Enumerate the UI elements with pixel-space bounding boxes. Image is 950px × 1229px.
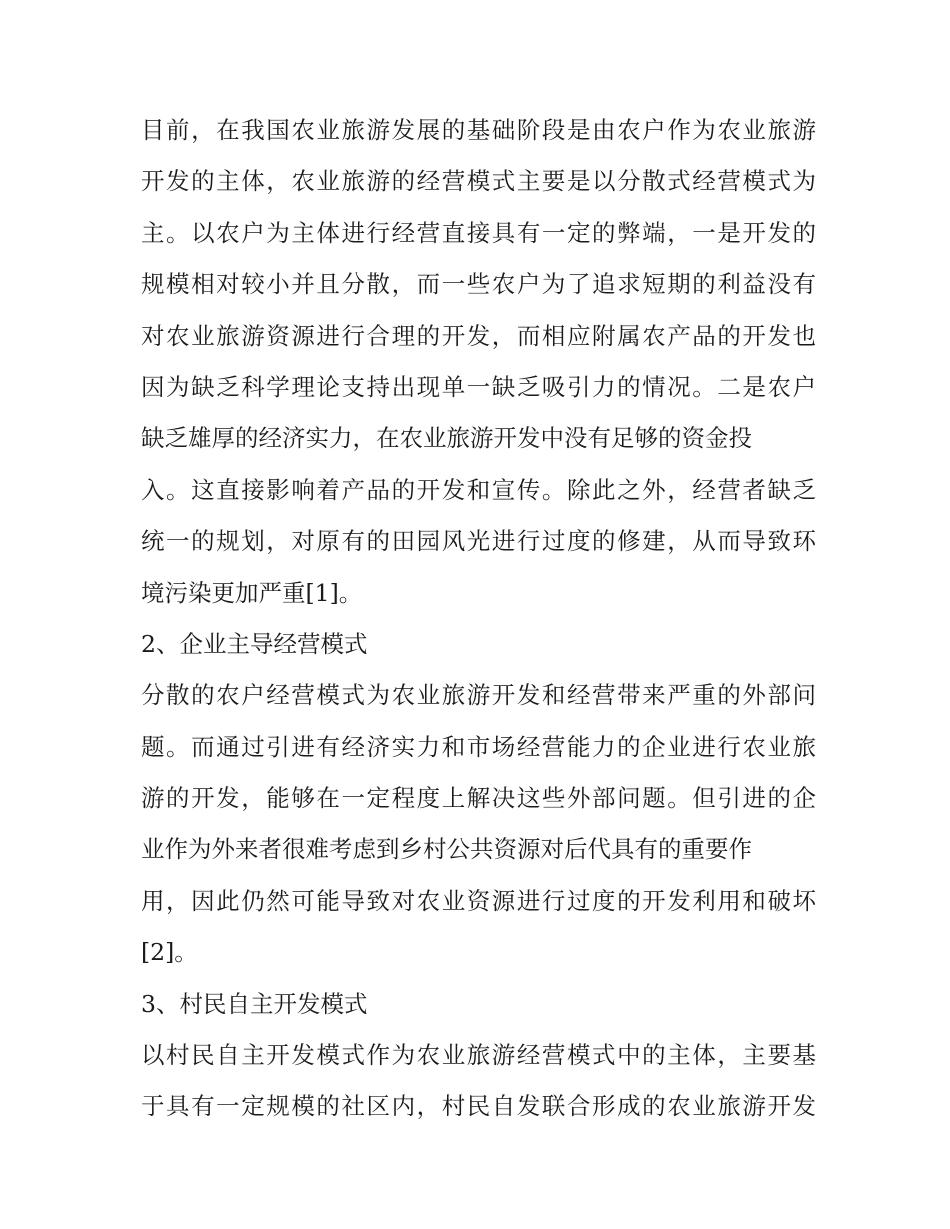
text-line: 题。而通过引进有经济实力和市场经营能力的企业进行农业旅 xyxy=(141,732,816,761)
document-page xyxy=(141,105,816,1133)
text-line: [2]。 xyxy=(141,938,198,967)
section-heading: 3、村民自主开发模式 xyxy=(141,989,368,1018)
text-line: 对农业旅游资源进行合理的开发，而相应附属农产品的开发也 xyxy=(141,321,816,350)
text-line: 主。以农户为主体进行经营直接具有一定的弊端，一是开发的 xyxy=(141,218,816,247)
text-line: 于具有一定规模的社区内，村民自发联合形成的农业旅游开发 xyxy=(141,1092,816,1121)
text-line: 缺乏雄厚的经济实力，在农业旅游开发中没有足够的资金投 xyxy=(141,424,752,453)
text-line: 用，因此仍然可能导致对农业资源进行过度的开发利用和破坏 xyxy=(141,886,816,915)
text-line: 目前，在我国农业旅游发展的基础阶段是由农户作为农业旅游 xyxy=(141,116,816,144)
text-line: 因为缺乏科学理论支持出现单一缺乏吸引力的情况。二是农户 xyxy=(141,372,816,401)
text-line: 统一的规划，对原有的田园风光进行过度的修建，从而导致环 xyxy=(141,527,816,556)
text-line: 以村民自主开发模式作为农业旅游经营模式中的主体，主要基 xyxy=(141,1041,816,1070)
section-heading: 2、企业主导经营模式 xyxy=(141,629,368,658)
text-line: 分散的农户经营模式为农业旅游开发和经营带来严重的外部问 xyxy=(141,681,816,710)
text-line: 规模相对较小并且分散，而一些农户为了追求短期的利益没有 xyxy=(141,270,816,299)
text-line: 游的开发，能够在一定程度上解决这些外部问题。但引进的企 xyxy=(141,784,816,813)
text-line: 业作为外来者很难考虑到乡村公共资源对后代具有的重要作 xyxy=(141,835,752,864)
text-line: 开发的主体，农业旅游的经营模式主要是以分散式经营模式为 xyxy=(141,167,816,196)
text-line: 入。这直接影响着产品的开发和宣传。除此之外，经营者缺乏 xyxy=(141,475,816,504)
text-line: 境污染更加严重[1]。 xyxy=(141,578,363,607)
